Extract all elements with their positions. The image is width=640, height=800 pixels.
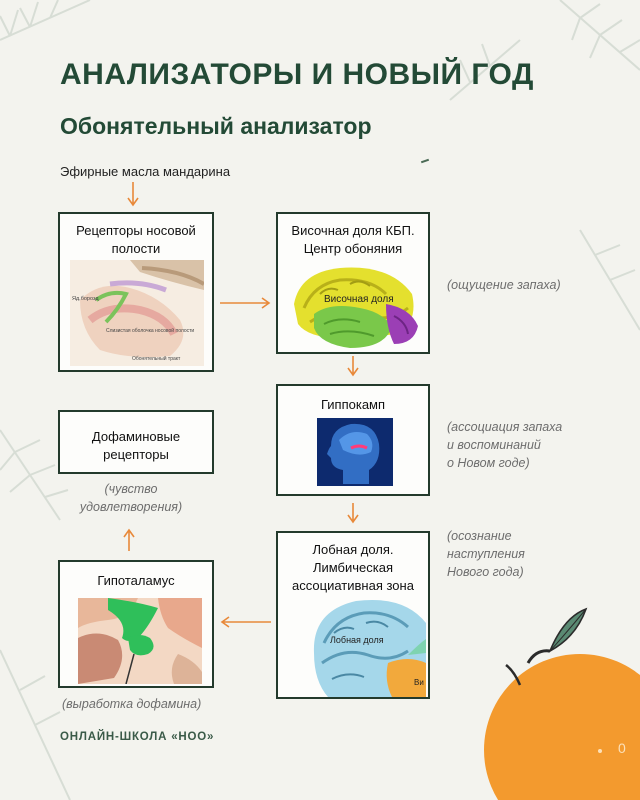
frontal-caption: Лобная доля <box>330 635 384 645</box>
box-frontal-lobe-label: Лобная доля. Лимбическая ассоциативная зона <box>292 542 414 593</box>
hypothalamus-image <box>78 598 202 684</box>
hippocampus-head-image <box>317 418 393 486</box>
arrow-hippocampus-to-frontal <box>347 503 359 525</box>
arrow-temporal-to-hippocampus <box>347 356 359 378</box>
note-satisfaction: (чувство удовлетворения) <box>79 482 183 514</box>
note-awareness: (осознание наступления Нового года) <box>447 529 525 579</box>
box-hypothalamus <box>58 560 214 688</box>
box-dopamine-receptors-label: Дофаминовые рецепторы <box>91 429 181 462</box>
frontal-caption-2: Ви <box>414 678 424 687</box>
footer-school-name: ОНЛАЙН-ШКОЛА «НОО» <box>60 731 215 743</box>
temporal-lobe-brain-image <box>290 264 418 350</box>
nasal-cavity-image <box>70 260 204 366</box>
box-hippocampus-label: Гиппокамп <box>320 397 386 412</box>
tangerine-mark: 0 <box>618 740 626 756</box>
nasal-caption-1: Яд.борозд <box>72 296 99 302</box>
box-dopamine-receptors <box>58 410 214 474</box>
page-subtitle: Обонятельный анализатор <box>60 113 372 139</box>
box-nasal-receptors-label: Рецепторы носовой полости <box>76 223 196 256</box>
arrow-frontal-to-hypothalamus <box>219 615 271 629</box>
source-label: Эфирные масла мандарина <box>60 164 231 179</box>
note-smell: (ощущение запаха) <box>447 278 561 292</box>
arrow-hypothalamus-to-dopamine <box>123 527 135 551</box>
box-hypothalamus-label: Гипоталамус <box>97 573 175 588</box>
arrow-source-to-receptors <box>127 182 139 208</box>
arrow-receptors-to-temporal <box>220 296 272 310</box>
box-nasal-receptors <box>58 212 214 372</box>
tangerine-illustration <box>470 595 640 800</box>
note-dopamine-production: (выработка дофамина) <box>62 697 202 711</box>
temporal-caption: Височная доля <box>324 294 394 305</box>
box-temporal-lobe <box>276 212 430 354</box>
decorative-tick <box>421 159 429 164</box>
page-title: АНАЛИЗАТОРЫ И НОВЫЙ ГОД <box>60 58 534 91</box>
box-temporal-lobe-label: Височная доля КБП. Центр обоняния <box>291 223 415 256</box>
note-association: (ассоциация запаха и воспоминаний о Новом годе) <box>447 420 563 470</box>
box-frontal-lobe <box>276 531 430 699</box>
nasal-caption-2: Слизистая оболочка носовой полости <box>106 328 195 334</box>
box-hippocampus <box>276 384 430 496</box>
frontal-lobe-brain-image <box>308 593 426 697</box>
nasal-caption-3: Обонятельный тракт <box>132 356 181 362</box>
